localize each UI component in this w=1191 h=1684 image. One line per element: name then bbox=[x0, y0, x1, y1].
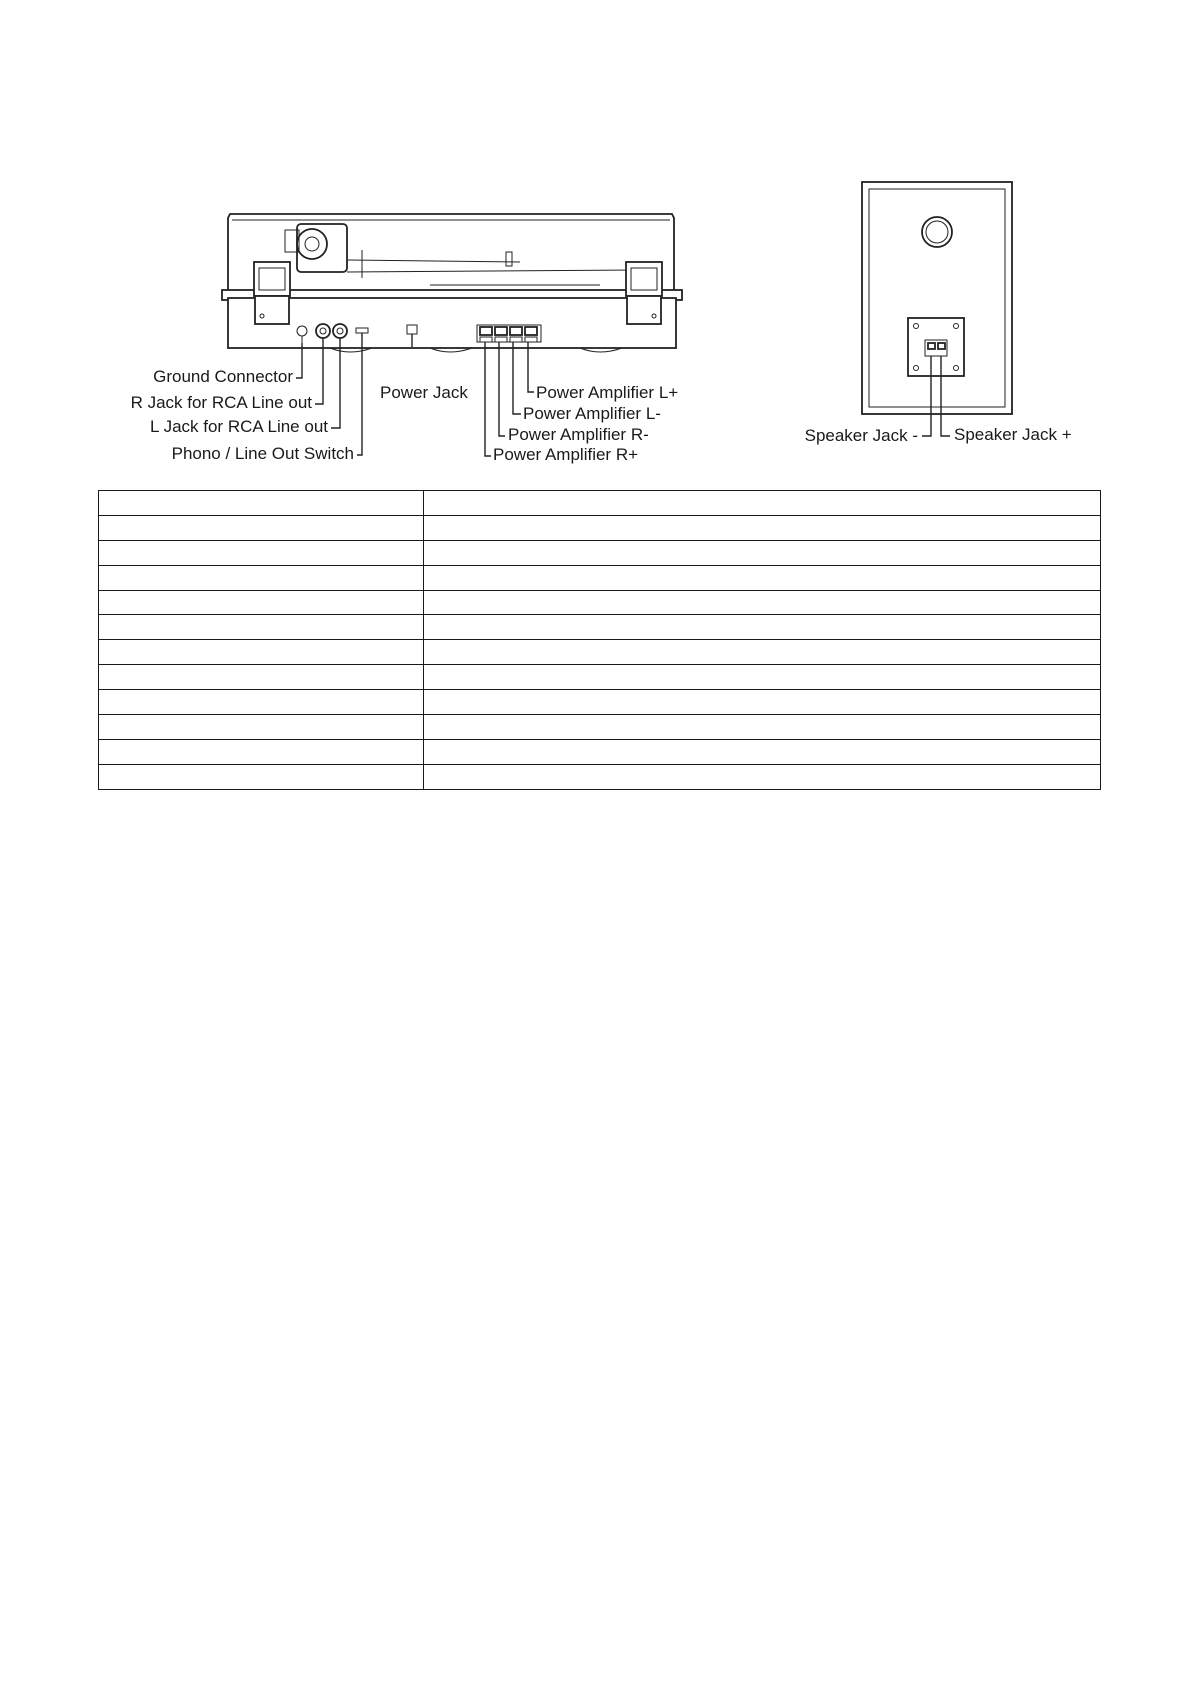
label-speaker-jack-minus: Speaker Jack - bbox=[804, 426, 918, 445]
table-cell bbox=[424, 739, 1101, 764]
table-row bbox=[99, 665, 1101, 690]
table-cell bbox=[424, 565, 1101, 590]
table-row bbox=[99, 715, 1101, 740]
turntable-rear-view bbox=[222, 214, 682, 352]
label-power-jack: Power Jack bbox=[380, 383, 468, 402]
table-cell bbox=[424, 764, 1101, 789]
table-cell bbox=[424, 540, 1101, 565]
table-cell bbox=[99, 764, 424, 789]
label-amp-r-minus: Power Amplifier R- bbox=[508, 425, 649, 444]
turntable-labels bbox=[131, 367, 679, 464]
table-cell bbox=[99, 540, 424, 565]
table-cell bbox=[424, 491, 1101, 516]
table-cell bbox=[99, 715, 424, 740]
label-phono-switch: Phono / Line Out Switch bbox=[171, 444, 354, 463]
spec-table-body bbox=[99, 491, 1101, 790]
speaker-rear-view bbox=[862, 182, 1012, 436]
table-cell bbox=[424, 715, 1101, 740]
table-row bbox=[99, 615, 1101, 640]
speaker-labels bbox=[805, 425, 1072, 445]
table-cell bbox=[99, 665, 424, 690]
table-row bbox=[99, 515, 1101, 540]
table-cell bbox=[99, 515, 424, 540]
table-cell bbox=[99, 690, 424, 715]
table-cell bbox=[424, 615, 1101, 640]
table-row bbox=[99, 540, 1101, 565]
table-row bbox=[99, 640, 1101, 665]
table-cell bbox=[424, 665, 1101, 690]
table-cell bbox=[424, 640, 1101, 665]
label-amp-l-minus: Power Amplifier L- bbox=[523, 404, 661, 423]
table-cell bbox=[99, 640, 424, 665]
spec-table bbox=[98, 490, 1101, 790]
label-speaker-jack-plus: Speaker Jack + bbox=[954, 425, 1072, 444]
table-cell bbox=[424, 690, 1101, 715]
table-cell bbox=[99, 565, 424, 590]
label-l-jack: L Jack for RCA Line out bbox=[150, 417, 328, 436]
table-cell bbox=[424, 515, 1101, 540]
table-row bbox=[99, 491, 1101, 516]
table-cell bbox=[424, 590, 1101, 615]
label-r-jack: R Jack for RCA Line out bbox=[130, 393, 312, 412]
label-amp-l-plus: Power Amplifier L+ bbox=[536, 383, 679, 402]
table-cell bbox=[99, 590, 424, 615]
table-row bbox=[99, 590, 1101, 615]
table-row bbox=[99, 764, 1101, 789]
table-cell bbox=[99, 491, 424, 516]
table-cell bbox=[99, 615, 424, 640]
table-row bbox=[99, 565, 1101, 590]
connection-diagram bbox=[0, 0, 1191, 480]
table-row bbox=[99, 690, 1101, 715]
table-cell bbox=[99, 739, 424, 764]
label-ground-connector: Ground Connector bbox=[153, 367, 293, 386]
label-amp-r-plus: Power Amplifier R+ bbox=[493, 445, 639, 464]
table-row bbox=[99, 739, 1101, 764]
